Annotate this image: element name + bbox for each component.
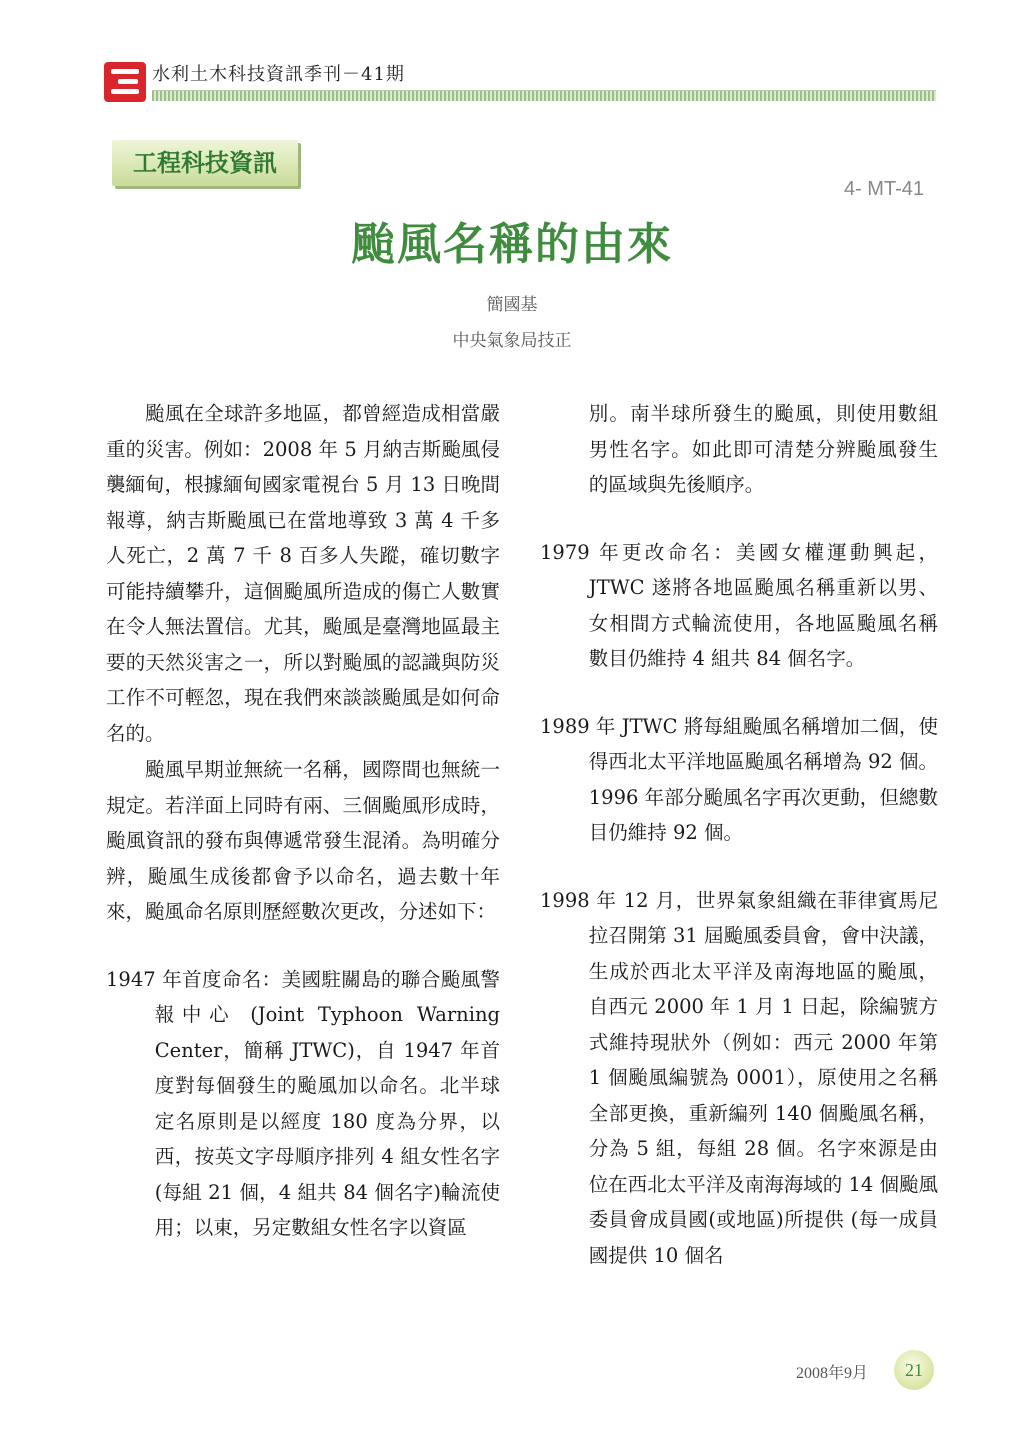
history-entry-1947: 1947 年首度命名：美國駐關島的聯合颱風警報中心 (Joint Typhoon Warning Center，簡稱 JTWC)，自 1947 年首度對每個發生的颱風加以命名。北半球定名原則是以經度 180 度為分界，以西，按英文字母順序排列 4 組女性名字(每組 21 個，4 組共 84 個名字)輪流使用；以東，另定數組女性名字以資區 (106, 967, 500, 1239)
article-code: 4- MT-41 (843, 178, 924, 200)
section-tag-label: 工程科技資訊 (133, 149, 277, 177)
history-entry-1979: 1979 年更改命名：美國女權運動興起，JTWC 遂將各地區颱風名稱重新以男、女相間方式輪流使用，各地區颱風名稱數目仍維持 4 組共 84 個名字。 (540, 540, 938, 670)
right-column (540, 396, 938, 1273)
history-entry-1947-continued: 別。南半球所發生的颱風，則使用數組男性名字。如此即可清楚分辨颱風發生的區域與先後順序。 (588, 402, 938, 496)
history-entry-1998: 1998 年 12 月，世界氣象組織在菲律賓馬尼拉召開第 31 屆颱風委員會，會中決議，生成於西北太平洋及南海地區的颱風，自西元 2000 年 1 月 1 日起，除編號方式維持現狀外（例如：西元 2000 年第 1 個颱風編號為 0001），原使用之名稱全部更換，重新編列 140 個颱風名稱，分為 5 組，每組 28 個。名字來源是由位在西北太平洋及南海海域的 14 個颱風委員會成員國(或地區)所提供 (每一成員國提供 10 個名 (540, 888, 938, 1267)
author-affiliation: 中央氣象局技正 (452, 331, 572, 351)
page-number: 21 (894, 1350, 934, 1390)
left-column (106, 396, 500, 1246)
journal-title: 水利土木科技資訊季刊－41期 (152, 64, 405, 85)
section-tag (112, 140, 298, 186)
header-divider (152, 90, 936, 101)
body-paragraph-naming: 颱風早期並無統一名稱，國際間也無統一規定。若洋面上同時有兩、三個颱風形成時，颱風資訊的發布與傳遞常發生混淆。為明確分辨，颱風生成後都會予以命名，過去數十年來，颱風命名原則歷經數次更改，分述如下： (106, 758, 500, 923)
body-paragraph-intro: 颱風在全球許多地區，都曾經造成相當嚴重的災害。例如：2008 年 5 月納吉斯颱風侵襲緬甸，根據緬甸國家電視台 5 月 13 日晚間報導，納吉斯颱風已在當地導致 3 萬 4 千多人死亡，2 萬 7 千 8 百多人失蹤，確切數字可能持續攀升，這個颱風所造成的傷亡人數實在令人無法置信。尤其，颱風是臺灣地區最主要的天然災害之一，所以對颱風的認識與防災工作不可輕忽，現在我們來談談颱風是如何命名的。 (106, 402, 500, 745)
journal-logo-icon (104, 62, 146, 102)
history-entry-1989: 1989 年 JTWC 將每組颱風名稱增加二個，使得西北太平洋地區颱風名稱增為 92 個。1996 年部分颱風名字再次更動，但總數目仍維持 92 個。 (540, 714, 938, 844)
article-title: 颱風名稱的由來 (351, 219, 673, 270)
issue-date: 2008年9月 (796, 1365, 869, 1382)
author-name: 簡國基 (486, 295, 538, 315)
